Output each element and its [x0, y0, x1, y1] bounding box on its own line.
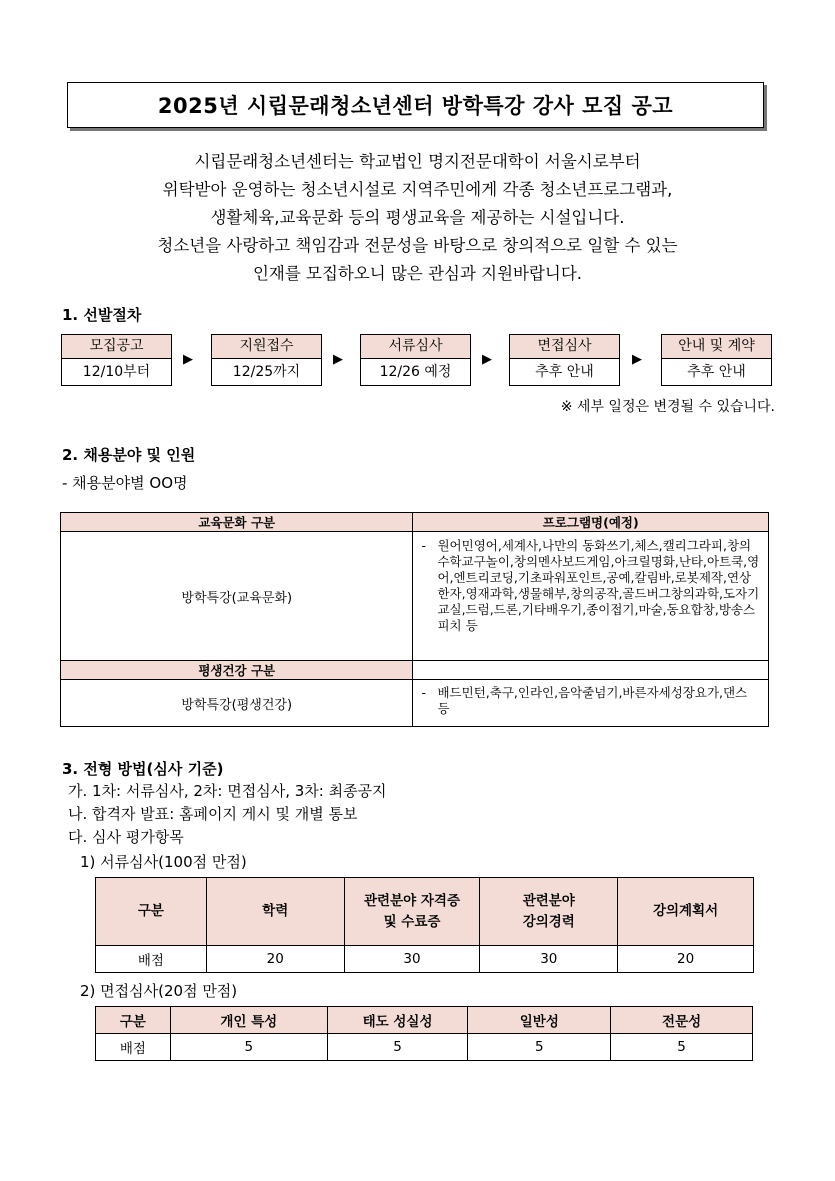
- table-header-row: [96, 878, 754, 946]
- category-cell: 방학특강(평생건강): [61, 680, 413, 727]
- method-item-ga: 가. 1차: 서류심사, 2차: 면접심사, 3차: 최종공지: [68, 782, 387, 800]
- header-cell: 관련분야 강의경력: [480, 878, 618, 946]
- intro-paragraph: [60, 148, 775, 288]
- category-cell: 방학특강(교육문화): [61, 532, 413, 661]
- step-recruit-notice: [61, 334, 172, 386]
- table-subheader-row: [61, 661, 769, 680]
- score-cell: 5: [170, 1034, 327, 1061]
- recruitment-count: - 채용분야별 OO명: [62, 474, 188, 492]
- step-title: 모집공고: [62, 335, 171, 359]
- step-title: 안내 및 계약: [662, 335, 771, 359]
- schedule-change-note: ※ 세부 일정은 변경될 수 있습니다.: [560, 399, 775, 415]
- section-heading-selection-method: 3. 전형 방법(심사 기준): [62, 760, 224, 778]
- table-row: [96, 946, 754, 973]
- intro-line: 위탁받아 운영하는 청소년시설로 지역주민에게 각종 청소년프로그램과,: [162, 180, 673, 199]
- step-document-review: [360, 334, 471, 386]
- step-date: 12/25까지: [232, 364, 301, 380]
- header-cell: 구분: [96, 878, 207, 946]
- method-item-na: 나. 합격자 발표: 홈페이지 게시 및 개별 통보: [68, 805, 358, 823]
- program-list-cell: [413, 532, 769, 661]
- score-cell: 30: [344, 946, 480, 973]
- empty-cell: [413, 661, 769, 680]
- arrow-right-icon: ▶: [482, 352, 492, 367]
- header-cell: 교육문화 구분: [61, 513, 413, 532]
- step-date: 추후 안내: [687, 364, 746, 380]
- step-title: 서류심사: [361, 335, 470, 359]
- recruitment-table: [60, 512, 769, 727]
- score-cell: 5: [327, 1034, 468, 1061]
- selection-process-flow: [61, 334, 771, 386]
- header-cell: 일반성: [468, 1007, 611, 1034]
- list-dash: -: [421, 538, 426, 553]
- score-cell: 5: [611, 1034, 753, 1061]
- score-cell: 5: [468, 1034, 611, 1061]
- program-list-cell: [413, 680, 769, 727]
- score-cell: 20: [206, 946, 344, 973]
- score-cell: 20: [618, 946, 754, 973]
- header-cell: 프로그램명(예정): [413, 513, 769, 532]
- table-row: [61, 532, 769, 661]
- doc-review-label: 1) 서류심사(100점 만점): [80, 853, 247, 871]
- intro-line: 청소년을 사랑하고 책임감과 전문성을 바탕으로 창의적으로 일할 수 있는: [157, 236, 678, 255]
- header-cell: 전문성: [611, 1007, 753, 1034]
- program-list: 배드민턴,축구,인라인,음악줄넘기,바른자세성장요가,댄스 등: [437, 685, 748, 716]
- header-cell: 개인 특성: [170, 1007, 327, 1034]
- program-list: 원어민영어,세계사,나만의 동화쓰기,체스,캘리그라피,창의수학교구놀이,창의멘사보드게임,아크릴명화,난타,아트쿡,영어,엔트리코딩,기초파워포인트,공예,칼림바,로봇제작,연상한자,영재과학,생물해부,창의공작,골드버그창의과학,도자기교실,드럼,드론,기타배우기,종이접기,마술,동요합창,방송스피치 등: [437, 538, 760, 633]
- doc-review-table: [95, 877, 754, 973]
- intro-line: 시립문래청소년센터는 학교법인 명지전문대학이 서울시로부터: [194, 152, 641, 171]
- table-header-row: [96, 1007, 753, 1034]
- header-cell: 구분: [96, 1007, 171, 1034]
- step-date: 추후 안내: [535, 364, 594, 380]
- header-cell: 평생건강 구분: [61, 661, 413, 680]
- table-row: [96, 1034, 753, 1061]
- list-dash: -: [421, 685, 426, 700]
- score-cell: 배점: [96, 1034, 171, 1061]
- score-cell: 30: [480, 946, 618, 973]
- table-row: [61, 680, 769, 727]
- table-header-row: [61, 513, 769, 532]
- header-cell: 강의계획서: [618, 878, 754, 946]
- header-cell: 학력: [206, 878, 344, 946]
- step-title: 지원접수: [212, 335, 321, 359]
- method-item-da: 다. 심사 평가항목: [68, 828, 184, 846]
- arrow-right-icon: ▶: [333, 352, 343, 367]
- intro-line: 생활체육,교육문화 등의 평생교육을 제공하는 시설입니다.: [210, 208, 625, 227]
- header-cell: 관련분야 자격증 및 수료증: [344, 878, 480, 946]
- arrow-right-icon: ▶: [632, 352, 642, 367]
- step-title: 면접심사: [510, 335, 619, 359]
- page-title: 2025년 시립문래청소년센터 방학특강 강사 모집 공고: [67, 82, 764, 128]
- intro-line: 인재를 모집하오니 많은 관심과 지원바랍니다.: [252, 264, 583, 283]
- step-date: 12/26 예정: [379, 364, 452, 380]
- score-cell: 배점: [96, 946, 207, 973]
- step-guide-contract: [661, 334, 772, 386]
- interview-label: 2) 면접심사(20점 만점): [80, 982, 238, 1000]
- interview-table: [95, 1006, 753, 1061]
- step-application: [211, 334, 322, 386]
- step-date: 12/10부터: [82, 364, 151, 380]
- step-interview: [509, 334, 620, 386]
- arrow-right-icon: ▶: [183, 352, 193, 367]
- header-cell: 태도 성실성: [327, 1007, 468, 1034]
- section-heading-recruitment: 2. 채용분야 및 인원: [62, 446, 196, 464]
- section-heading-selection: 1. 선발절차: [62, 306, 142, 324]
